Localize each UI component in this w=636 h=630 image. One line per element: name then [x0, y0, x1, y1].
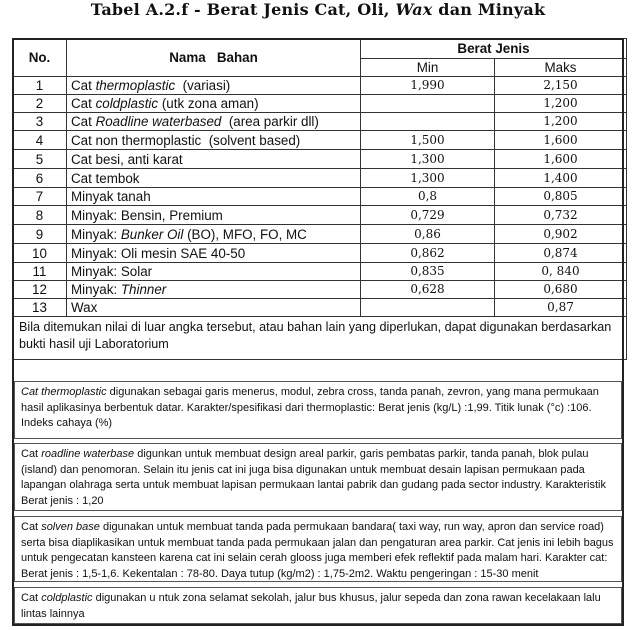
table-row: [13, 281, 627, 299]
material-name-suffix: (area parkir dll): [221, 114, 319, 129]
note-thermoplastic: Cat thermoplastic digunakan sebagai garis menerus, modul, zebra cross, tanda panah, zevron, yang mana permukaan hasil aplikasinya berbentuk datar. Karakter/spesifikasi dari thermoplastic: Berat jenis (kg/L) :1,99. Titik lunak (°c) :106. Indeks cahaya (%): [14, 381, 622, 439]
row-number: 9: [13, 225, 67, 244]
material-name-suffix: (utk zona aman): [158, 96, 259, 111]
density-min: 1,500: [361, 131, 495, 150]
density-table: [12, 38, 627, 360]
material-name: [67, 263, 361, 281]
row-number: 13: [13, 299, 67, 317]
material-name: [67, 206, 361, 225]
density-min: 0,628: [361, 281, 495, 299]
table-row: [13, 263, 627, 281]
material-name-text: Minyak:: [71, 226, 121, 242]
material-name-italic: Roadline waterbased: [95, 114, 222, 129]
density-max: 0,680: [495, 281, 627, 299]
table-title: Tabel A.2.f - Berat Jenis Cat, Oli, Wax dan Minyak: [90, 0, 546, 19]
header-no: No.: [13, 39, 67, 77]
density-min: 0,729: [361, 206, 495, 225]
table-footnote: Bila ditemukan nilai di luar angka tersebut, atau bahan lain yang diperlukan, dapat digunakan berdasarkan bukti hasil uji Laboratorium: [13, 317, 627, 360]
header-min: Min: [361, 59, 495, 77]
material-name: [67, 131, 361, 150]
material-name-text: Minyak: Bensin, Premium: [71, 207, 223, 223]
material-name-suffix: (variasi): [175, 78, 231, 93]
density-max: 0,902: [495, 225, 627, 244]
material-name: [67, 77, 361, 95]
material-name-text: Cat: [71, 78, 96, 93]
density-min: 1,990: [361, 77, 495, 95]
row-number: 7: [13, 188, 67, 206]
row-number: 8: [13, 206, 67, 225]
row-number: 1: [13, 77, 67, 95]
material-name-text: Wax: [71, 300, 98, 315]
density-max: 0, 840: [495, 263, 627, 281]
table-row: [13, 299, 627, 317]
row-number: 12: [13, 281, 67, 299]
density-max: 1,200: [495, 113, 627, 131]
material-name: [67, 169, 361, 188]
material-name: [67, 299, 361, 317]
density-min: 0,862: [361, 244, 495, 263]
material-name-italic: coldplastic: [95, 96, 159, 111]
density-max: 0,805: [495, 188, 627, 206]
row-number: 2: [13, 95, 67, 113]
table-row: [13, 225, 627, 244]
row-number: 5: [13, 150, 67, 169]
material-name-italic: thermoplastic: [95, 78, 176, 93]
material-name-text: Cat non thermoplastic (solvent based): [71, 132, 301, 148]
header-maks: Maks: [495, 59, 627, 77]
material-name-text: Cat: [71, 114, 96, 129]
note-roadline: Cat roadline waterbase digunkan untuk membuat design areal parkir, garis pembatas parkir, tanda panah, blok pulau (island) dan penomoran. Selain itu jenis cat ini juga bisa digunakan untuk membuat desain lapisan permukaan pada lapangan olahraga serta untuk membuat lapisan permukaan lantai pabrik dan gudang pada sector industry. Karakteristik Berat jenis : 1,20: [14, 443, 622, 511]
header-nama-bahan: Nama Bahan: [67, 39, 361, 77]
row-number: 10: [13, 244, 67, 263]
density-max: 2,150: [495, 77, 627, 95]
material-name-text: Minyak:: [71, 282, 121, 297]
density-min: [361, 299, 495, 317]
note-coldplastic: Cat coldplastic digunakan u ntuk zona selamat sekolah, jalur bus khusus, jalur sepeda dan zona rawan kecelakaan lalu lintas lainnya: [14, 587, 622, 624]
density-max: 1,600: [495, 131, 627, 150]
material-name-text: Cat tembok: [71, 170, 140, 186]
density-min: [361, 95, 495, 113]
density-min: 1,300: [361, 169, 495, 188]
density-max: 1,200: [495, 95, 627, 113]
material-name: [67, 244, 361, 263]
table-row: [13, 188, 627, 206]
table-row: [13, 206, 627, 225]
table-row: [13, 95, 627, 113]
density-min: 0,86: [361, 225, 495, 244]
material-name: [67, 150, 361, 169]
header-berat-jenis: Berat Jenis: [361, 39, 627, 59]
density-max: 0,732: [495, 206, 627, 225]
density-min: 0,8: [361, 188, 495, 206]
row-number: 11: [13, 263, 67, 281]
material-name-text: Minyak: Solar: [71, 264, 153, 279]
density-max: 0,87: [495, 299, 627, 317]
material-name: [67, 113, 361, 131]
table-row: [13, 113, 627, 131]
table-row: [13, 150, 627, 169]
material-name-suffix: (BO), MFO, FO, MC: [183, 226, 307, 242]
row-number: 6: [13, 169, 67, 188]
density-max: 1,600: [495, 150, 627, 169]
table-row: [13, 77, 627, 95]
material-name-italic: Thinner: [120, 282, 167, 297]
density-min: 0,835: [361, 263, 495, 281]
material-name: [67, 95, 361, 113]
row-number: 4: [13, 131, 67, 150]
material-name-text: Cat besi, anti karat: [71, 151, 183, 167]
material-name-italic: Bunker Oil: [120, 226, 184, 242]
table-row: [13, 169, 627, 188]
material-name-text: Minyak tanah: [71, 189, 151, 204]
density-min: 1,300: [361, 150, 495, 169]
density-max: 1,400: [495, 169, 627, 188]
note-solvent: Cat solven base digunakan untuk membuat tanda pada permukaan bandara( taxi way, run way, apron dan service road) serta bisa diaplikasikan untuk membuat tanda pada permukaan jalan dan pengaturan area parkir. Cat jenis ini lebih bagus untuk pengecatan kansteen karena cat ini selain cerah glooss juga memberi efek reflektif pada malam hari. Karakter cat: Berat jenis : 1,5-1,6. Kekentalan : 78-80. Daya tutup (kg/m2) : 1,75-2m2. Waktu pengeringan : 15-30 menit: [14, 516, 622, 582]
material-name: [67, 225, 361, 244]
density-max: 0,874: [495, 244, 627, 263]
density-min: [361, 113, 495, 131]
row-number: 3: [13, 113, 67, 131]
material-name-text: Cat: [71, 96, 96, 111]
material-name: [67, 188, 361, 206]
material-name: [67, 281, 361, 299]
table-row: [13, 244, 627, 263]
material-name-text: Minyak: Oli mesin SAE 40-50: [71, 245, 246, 261]
table-row: [13, 131, 627, 150]
